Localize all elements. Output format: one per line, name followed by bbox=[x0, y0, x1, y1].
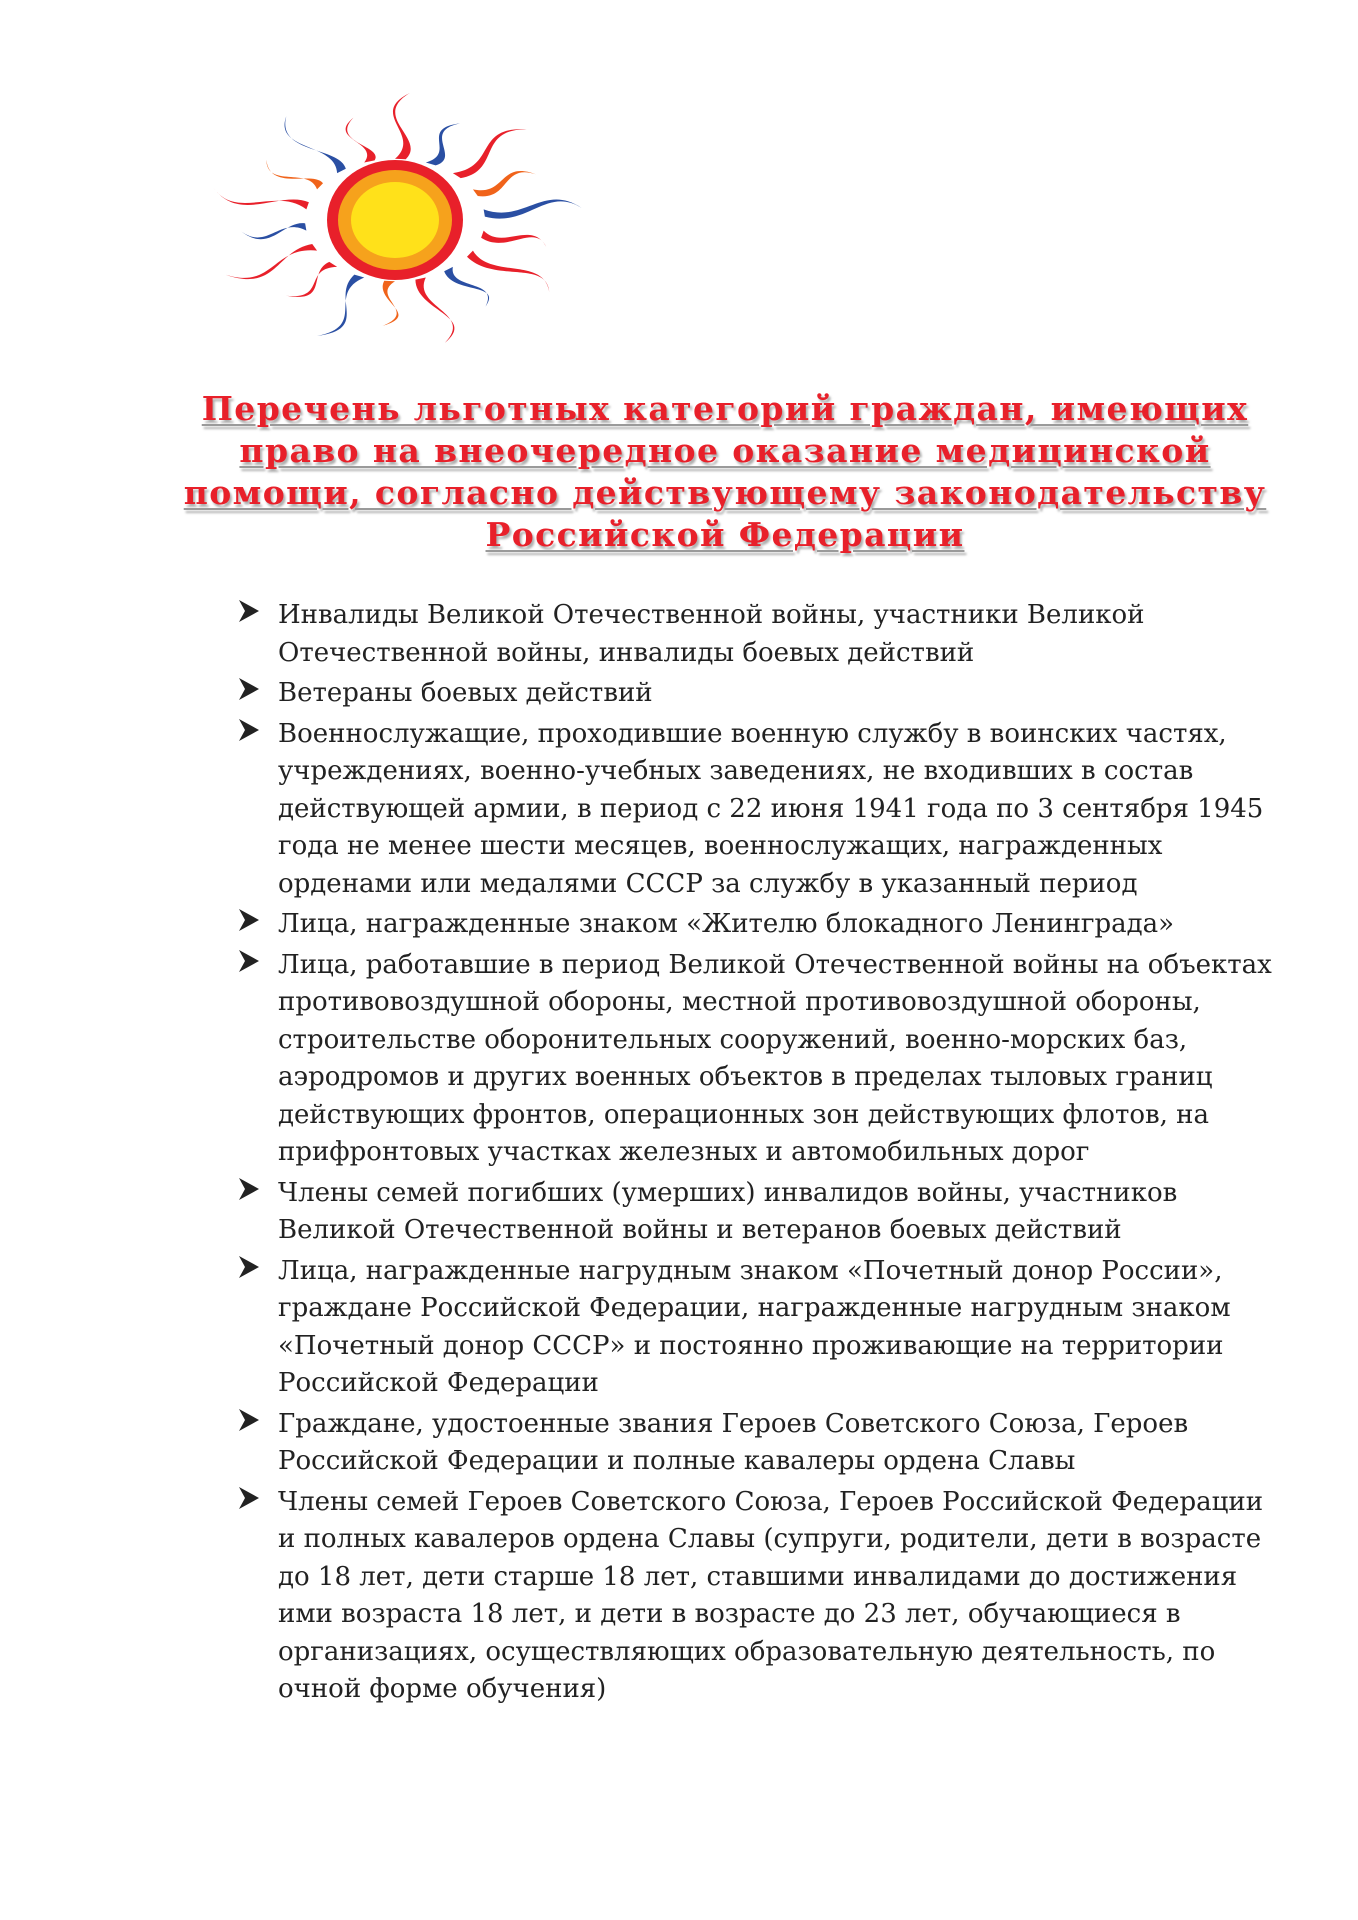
list-item-text: Члены семей погибших (умерших) инвалидов войны, участников Великой Отечественной войны и ветеранов боевых действий bbox=[278, 1177, 1178, 1245]
sun-ray bbox=[426, 123, 460, 165]
list-item-text: Инвалиды Великой Отечественной войны, участники Великой Отечественной войны, инвалиды боевых действий bbox=[278, 600, 1145, 668]
sun-ray bbox=[346, 118, 376, 163]
document-title: Перечень льготных категорий граждан, имеющих право на внеочередное оказание медицинской помощи, согласно действующему законодательству Российской Федерации bbox=[183, 389, 1267, 554]
sun-ray bbox=[285, 116, 346, 173]
list-item-text: Военнослужащие, проходившие военную службу в воинских частях, учреждениях, военно-учебных заведениях, не входивших в состав действующей армии, в период с 22 июня 1941 года по 3 сентября 1945 года не менее шести месяцев, военнослужащих, награжденных орденами или медалями СССР за службу в указанный период bbox=[278, 718, 1264, 899]
arrowhead-bullet-icon bbox=[238, 1255, 260, 1279]
arrowhead-bullet-icon bbox=[238, 677, 260, 701]
list-item bbox=[238, 947, 1288, 1172]
arrowhead-bullet-icon bbox=[238, 908, 260, 932]
list-item bbox=[238, 716, 1288, 904]
arrowhead-bullet-icon bbox=[238, 949, 260, 973]
list-item bbox=[238, 1253, 1288, 1403]
list-item-text: Ветераны боевых действий bbox=[278, 678, 653, 708]
arrowhead-bullet-icon bbox=[238, 1486, 260, 1510]
sun-ray bbox=[214, 188, 309, 209]
list-item bbox=[238, 597, 1288, 672]
sun-ray bbox=[226, 244, 317, 279]
list-item-text: Лица, награжденные знаком «Жителю блокадного Ленинграда» bbox=[278, 909, 1175, 939]
sun-ray bbox=[453, 129, 527, 178]
sun-ray bbox=[444, 267, 489, 307]
list-item bbox=[238, 675, 1288, 713]
arrowhead-bullet-icon bbox=[238, 718, 260, 742]
list-item bbox=[238, 1484, 1288, 1709]
sun-ray bbox=[266, 160, 323, 190]
arrowhead-bullet-icon bbox=[238, 599, 260, 623]
sun-ray bbox=[317, 275, 364, 336]
sun-ray bbox=[481, 231, 546, 247]
list-item-text: Лица, работавшие в период Великой Отечественной войны на объектах противовоздушной обороны, местной противовоздушной обороны, строительстве оборонительных сооружений, военно-морских баз, аэродромов и других военных объектов в пределах тыловых границ действующих фронтов, операционных зон действующих флотов, на прифронтовых участках железных и автомобильных дорог bbox=[278, 949, 1272, 1167]
list-item bbox=[238, 1175, 1288, 1250]
list-item bbox=[238, 1406, 1288, 1481]
list-item-text: Граждане, удостоенные звания Героев Советского Союза, Героев Российской Федерации и полные кавалеры ордена Славы bbox=[278, 1408, 1189, 1476]
arrowhead-bullet-icon bbox=[238, 1177, 260, 1201]
sun-ray bbox=[467, 251, 549, 293]
list-item-text: Члены семей Героев Советского Союза, Героев Российской Федерации и полных кавалеров ордена Славы (супруги, родители, дети в возрасте до 18 лет, дети старше 18 лет, ставшими инвалидами до достижения ими возраста 18 лет, и дети в возрасте до 23 лет, обучающиеся в организациях, осуществляющих образовательную деятельность, по очной форме обучения) bbox=[278, 1486, 1264, 1704]
list-item bbox=[238, 906, 1288, 944]
sun-ray bbox=[484, 200, 582, 219]
sun-ray bbox=[393, 93, 411, 159]
arrowhead-bullet-icon bbox=[238, 1408, 260, 1432]
list-item-text: Лица, награжденные нагрудным знаком «Почетный донор России», граждане Российской Федерации, награжденные нагрудным знаком «Почетный донор СССР» и постоянно проживающие на территории Российской Федерации bbox=[278, 1255, 1231, 1398]
sun-ray bbox=[415, 278, 454, 343]
sun-ray bbox=[383, 281, 399, 326]
sun-ray bbox=[239, 223, 306, 239]
beneficiary-list bbox=[238, 597, 1288, 1712]
sun-ray bbox=[473, 171, 536, 196]
sun-ray bbox=[285, 262, 337, 297]
sun-logo-icon bbox=[205, 90, 585, 350]
